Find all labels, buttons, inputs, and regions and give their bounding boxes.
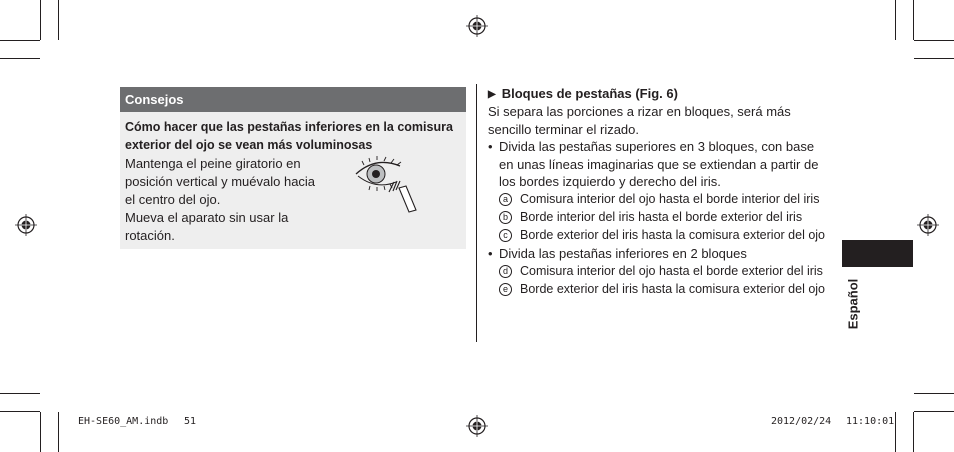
crop-mark [0, 411, 40, 412]
tips-header: Consejos [120, 87, 466, 112]
language-label: Español [845, 278, 861, 330]
circled-letter: a [499, 193, 512, 206]
crop-mark [40, 0, 41, 40]
language-label-box [838, 276, 868, 332]
list-item-text: Comisura interior del ojo hasta el borde interior del iris [520, 192, 820, 206]
intro-line: Si separa las porciones a rizar en bloques, será más [488, 104, 791, 119]
upper-bullet [488, 138, 833, 191]
registration-mark-icon [466, 415, 488, 437]
crop-mark [895, 0, 896, 40]
column-divider [476, 84, 477, 342]
list-item-text: Borde exterior del iris hasta la comisura exterior del ojo [520, 282, 825, 296]
footer-date: 2012/02/24 [771, 416, 832, 427]
crop-mark [58, 412, 59, 452]
footer-page: 51 [184, 416, 197, 427]
circled-letter: e [499, 283, 512, 296]
crop-mark [914, 58, 954, 59]
bullet-line: en unas líneas imaginarias que se extiendan a partir de [499, 156, 819, 172]
intro-line: sencillo terminar el rizado. [488, 121, 640, 137]
crop-mark [895, 412, 896, 452]
crop-mark [914, 393, 954, 394]
tips-line: posición vertical y muévalo hacia [125, 174, 316, 189]
tips-subtitle: Cómo hacer que las pestañas inferiores en la comisura exterior del ojo se vean más voluminosas [125, 120, 453, 152]
circled-letter: d [499, 265, 512, 278]
tips-line: Mantenga el peine giratorio en [125, 156, 301, 171]
play-triangle-icon: ▶ [488, 89, 496, 100]
eye-lash-comb-icon [350, 152, 420, 214]
list-item [499, 281, 825, 299]
list-item [499, 209, 802, 227]
list-item-text: Comisura interior del ojo hasta el borde exterior del iris [520, 264, 823, 278]
tips-line: Mueva el aparato sin usar la [125, 210, 289, 225]
crop-mark [58, 0, 59, 40]
registration-mark-icon [466, 15, 488, 37]
tips-body [125, 155, 335, 245]
crop-mark [914, 40, 954, 41]
registration-mark-icon [917, 214, 939, 236]
list-item [499, 191, 819, 209]
footer-time: 11:10:01 [846, 416, 895, 427]
crop-mark [913, 0, 914, 40]
blocks-title-text: Bloques de pestañas (Fig. 6) [501, 86, 678, 101]
list-item [499, 263, 823, 281]
list-item [499, 227, 825, 245]
bullet-line: los bordes izquierdo y derecho del iris. [499, 174, 721, 189]
circled-letter: b [499, 211, 512, 224]
bullet-line: • Divida las pestañas superiores en 3 bloques, con base [499, 139, 815, 154]
lower-bullet [488, 245, 833, 263]
crop-mark [913, 412, 914, 452]
list-item-text: Borde exterior del iris hasta la comisura exterior del ojo [520, 228, 825, 242]
footer-file: EH-SE60_AM.indb [78, 416, 169, 427]
tips-line: el centro del ojo. [125, 192, 221, 207]
crop-mark [0, 40, 40, 41]
registration-mark-icon [15, 214, 37, 236]
blocks-intro [488, 103, 828, 138]
blocks-title [488, 85, 678, 104]
crop-mark [0, 393, 40, 394]
crop-mark [40, 412, 41, 452]
crop-mark [914, 411, 954, 412]
bullet-line: • Divida las pestañas inferiores en 2 bloques [499, 246, 747, 261]
tips-line: rotación. [125, 228, 175, 243]
language-tab [842, 240, 913, 267]
crop-mark [0, 58, 40, 59]
list-item-text: Borde interior del iris hasta el borde exterior del iris [520, 210, 803, 224]
circled-letter: c [499, 229, 512, 242]
